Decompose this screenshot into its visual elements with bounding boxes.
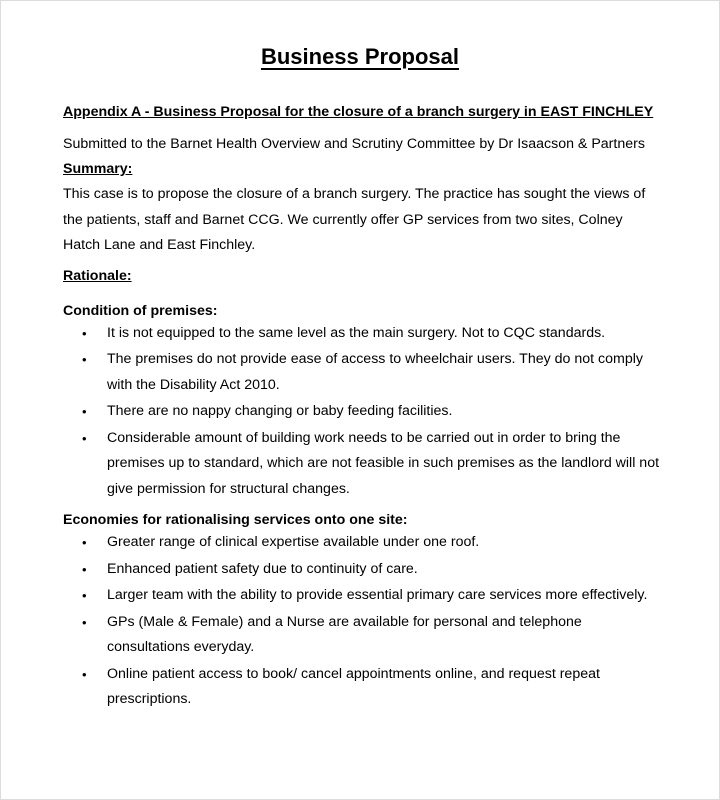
bullet-icon: •: [82, 588, 87, 603]
list-item-text: Greater range of clinical expertise available under one roof.: [107, 534, 480, 550]
list-item-text: GPs (Male & Female) and a Nurse are available for personal and telephone consultations everyday.: [107, 613, 582, 655]
page-title-text: Business Proposal: [260, 44, 460, 69]
premises-heading: Condition of premises:: [63, 302, 218, 319]
summary-text: This case is to propose the closure of a branch surgery. The practice has sought the views of the patients, staff and Barnet CCG. We currently offer GP services from two sites, Colney Hatch Lane and East Finchley.: [63, 186, 646, 253]
list-item-text: The premises do not provide ease of access to wheelchair users. They do not comply with the Disability Act 2010.: [107, 351, 643, 393]
economies-heading: Economies for rationalising services onto one site:: [63, 512, 408, 528]
list-item-text: Online patient access to book/ cancel appointments online, and request repeat prescriptions.: [107, 665, 600, 707]
summary-heading: Summary:: [63, 161, 133, 177]
list-item-text: Enhanced patient safety due to continuity of care.: [107, 560, 418, 577]
bullet-icon: •: [82, 404, 87, 419]
list-item-text: Larger team with the ability to provide essential primary care services more effectively.: [107, 587, 648, 603]
bullet-icon: •: [82, 614, 87, 630]
list-item-text: There are no nappy changing or baby feeding facilities.: [107, 403, 453, 419]
list-item: [63, 530, 663, 556]
document-body: [63, 103, 663, 714]
list-item: [63, 399, 663, 425]
list-item: [63, 557, 663, 583]
premises-list: [63, 321, 663, 503]
list-item-text: It is not equipped to the same level as the main surgery. Not to CQC standards.: [107, 324, 606, 341]
list-item: [63, 321, 663, 347]
list-item: [63, 662, 663, 713]
appendix-heading: Appendix A - Business Proposal for the closure of a branch surgery in EAST FINCHLEY: [63, 104, 654, 120]
list-item: [63, 610, 663, 661]
bullet-icon: •: [82, 352, 87, 367]
list-item: [63, 583, 663, 609]
economies-list: [63, 530, 663, 713]
bullet-icon: •: [82, 666, 87, 682]
submitted-line: Submitted to the Barnet Health Overview and Scrutiny Committee by Dr Isaacson & Partners: [63, 136, 645, 152]
page-title: [1, 44, 719, 70]
list-item-text: Considerable amount of building work needs to be carried out in order to bring the premises up to standard, which are not feasible in such premises as the landlord will not give permission for structural changes.: [107, 429, 660, 497]
list-item: [63, 426, 663, 503]
list-item: [63, 347, 663, 398]
rationale-heading: Rationale:: [63, 267, 132, 284]
bullet-icon: •: [82, 430, 87, 446]
bullet-icon: •: [82, 535, 87, 550]
bullet-icon: •: [82, 325, 87, 341]
bullet-icon: •: [82, 561, 87, 577]
